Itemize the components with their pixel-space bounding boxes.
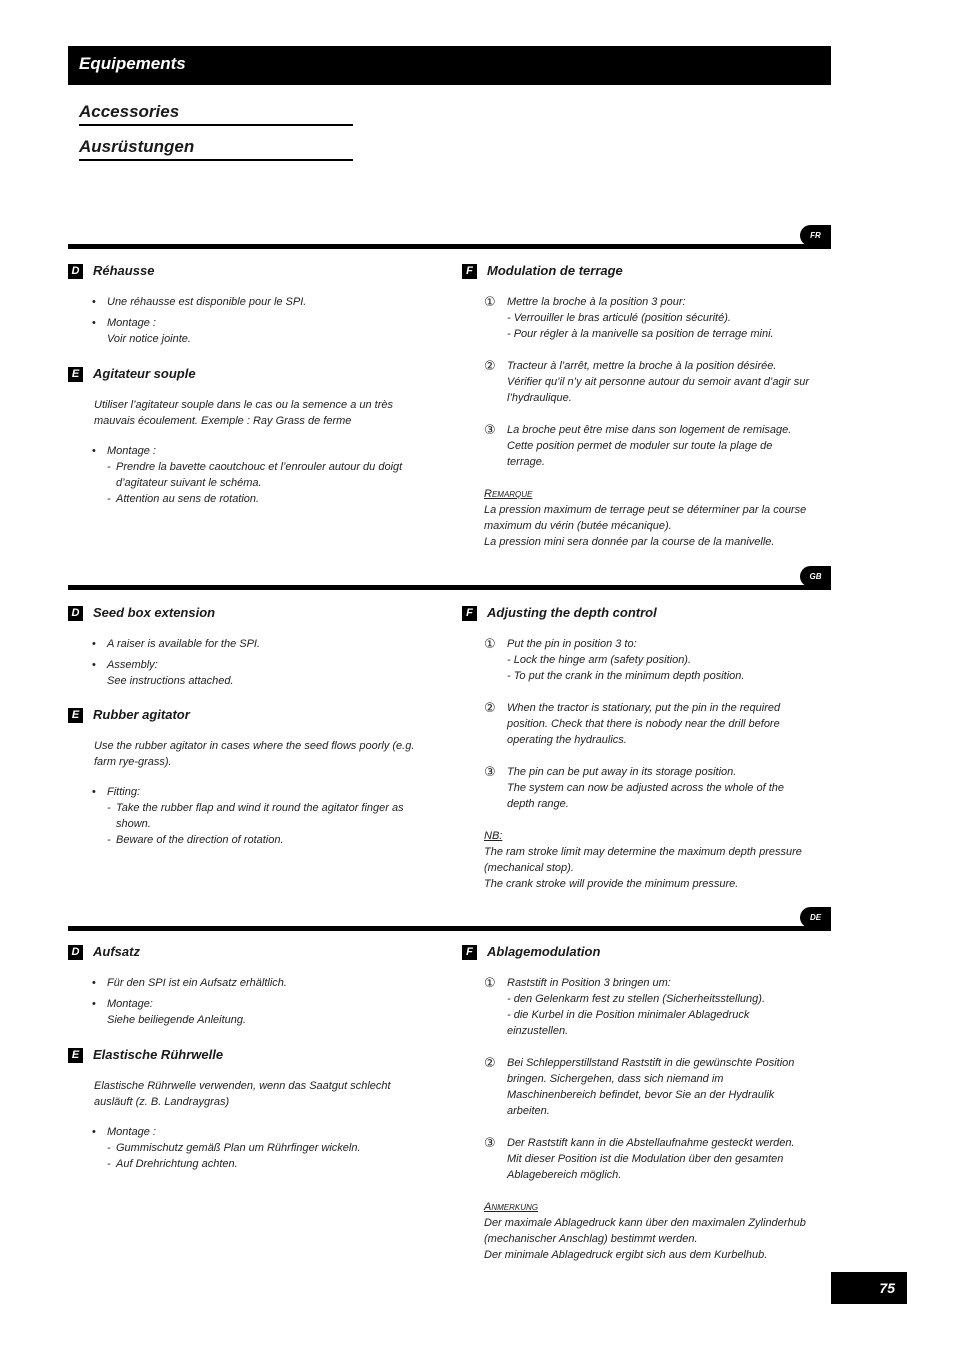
list-item: • Für den SPI ist ein Aufsatz erhältlich. — [92, 975, 418, 991]
remark-line: La pression maximum de terrage peut se déterminer par la course maximum du vérin (butée mécanique). — [484, 504, 807, 532]
list-item: - Auf Drehrichtung achten. — [107, 1156, 418, 1172]
block-e-title: Elastische Rührwelle — [93, 1047, 224, 1062]
remark-line: The ram stroke limit may determine the maximum depth pressure (mechanical stop). — [484, 846, 802, 874]
step-text: Der Raststift kann in die Abstellaufnahme gesteckt werden. — [507, 1137, 795, 1149]
block-e-dashes — [107, 459, 418, 507]
block-e-bullets — [92, 1124, 418, 1140]
step-subline: - den Gelenkarm fest zu stellen (Sicherheitsstellung). — [507, 993, 766, 1005]
step-item — [484, 294, 812, 342]
remark-line: Der minimale Ablagedruck ergibt sich aus dem Kurbelhub. — [484, 1249, 768, 1261]
step-subline: - To put the crank in the minimum depth position. — [507, 670, 745, 682]
letter-f-box: F — [462, 606, 477, 621]
letter-f-box: F — [462, 945, 477, 960]
page-number: 75 — [831, 1272, 907, 1304]
block-d-title: Réhausse — [93, 263, 155, 278]
block-d-bullets — [92, 294, 418, 347]
step-item — [484, 764, 812, 812]
step-text: La broche peut être mise dans son logement de remisage. — [507, 424, 792, 436]
step-number: ② — [484, 358, 496, 373]
block-e-paragraph: Elastische Rührwelle verwenden, wenn das Saatgut schlecht ausläuft (z. B. Landraygras) — [94, 1080, 391, 1108]
block-e — [68, 1046, 418, 1172]
letter-d-box: D — [68, 264, 83, 279]
page-header — [68, 46, 831, 85]
remark-line: La pression mini sera donnée par la course de la manivelle. — [484, 536, 775, 548]
block-d-bullets — [92, 636, 418, 689]
step-item — [484, 1135, 812, 1183]
step-number: ① — [484, 294, 496, 309]
step-item — [484, 1055, 812, 1119]
block-f-title: Ablagemodulation — [487, 944, 601, 959]
block-e-paragraph: Use the rubber agitator in cases where the seed flows poorly (e.g. farm rye-grass). — [94, 740, 415, 768]
section-rule — [68, 244, 831, 249]
block-d-title: Aufsatz — [93, 944, 140, 959]
step-subline: - Pour régler à la manivelle sa position de terrage mini. — [507, 328, 774, 340]
section-rule — [68, 926, 831, 931]
remark-block — [484, 486, 812, 550]
remark-label: Remarque — [484, 488, 533, 500]
letter-e-box: E — [68, 708, 83, 723]
language-badge: DE — [800, 907, 831, 928]
step-number: ② — [484, 1055, 496, 1070]
block-e — [68, 706, 418, 848]
block-e-bullets — [92, 784, 418, 800]
block-f-title: Modulation de terrage — [487, 263, 623, 278]
list-item: • Fitting: — [92, 784, 418, 800]
step-number: ① — [484, 636, 496, 651]
block-e-dashes — [107, 800, 418, 848]
block-f-steps — [484, 636, 812, 812]
block-e-title: Rubber agitator — [93, 707, 190, 722]
step-subline: - die Kurbel in die Position minimaler Ablagedruck einzustellen. — [507, 1009, 750, 1037]
block-f — [462, 943, 812, 1263]
list-item: • Montage: Siehe beiliegende Anleitung. — [92, 996, 418, 1028]
block-f — [462, 604, 812, 892]
step-number: ② — [484, 700, 496, 715]
block-e-paragraph: Utiliser l’agitateur souple dans le cas ou la semence a un très mauvais écoulement. Exemple : Ray Grass de ferme — [94, 399, 393, 427]
list-item: • Assembly: See instructions attached. — [92, 657, 418, 689]
step-text: Put the pin in position 3 to: — [507, 638, 637, 650]
continuation-text: See instructions attached. — [107, 675, 234, 687]
step-text: When the tractor is stationary, put the pin in the required position. Check that there is nobody near the drill before operating the hydraulics. — [507, 702, 781, 746]
subtitle-ausruestungen: Ausrüstungen — [79, 136, 353, 161]
list-item: • A raiser is available for the SPI. — [92, 636, 418, 652]
list-item: • Montage : Voir notice jointe. — [92, 315, 418, 347]
list-item: • Montage : — [92, 443, 418, 459]
section-rule — [68, 585, 831, 590]
block-d — [68, 262, 418, 352]
remark-label: Anmerkung — [484, 1201, 539, 1213]
block-f-title: Adjusting the depth control — [487, 605, 657, 620]
step-text: Mettre la broche à la position 3 pour: — [507, 296, 686, 308]
block-e-title: Agitateur souple — [93, 366, 196, 381]
block-d-bullets — [92, 975, 418, 1028]
block-d — [68, 943, 418, 1033]
step-item — [484, 975, 812, 1039]
step-text: The pin can be put away in its storage position. — [507, 766, 737, 778]
step-number: ③ — [484, 422, 496, 437]
language-badge: GB — [800, 566, 831, 587]
remark-label: NB: — [484, 830, 503, 842]
block-e — [68, 365, 418, 507]
letter-f-box: F — [462, 264, 477, 279]
block-e-dashes — [107, 1140, 418, 1172]
letter-e-box: E — [68, 1048, 83, 1063]
list-item: • Montage : — [92, 1124, 418, 1140]
block-d-title: Seed box extension — [93, 605, 216, 620]
step-subline: Cette position permet de moduler sur toute la plage de terrage. — [507, 440, 773, 468]
page-title: Equipements — [79, 54, 186, 73]
block-f — [462, 262, 812, 550]
block-d — [68, 604, 418, 694]
list-item: - Attention au sens de rotation. — [107, 491, 418, 507]
list-item: • Une réhausse est disponible pour le SPI. — [92, 294, 418, 310]
list-item: - Prendre la bavette caoutchouc et l’enrouler autour du doigt d’agitateur suivant le schéma. — [107, 459, 418, 491]
remark-block — [484, 828, 812, 892]
step-number: ① — [484, 975, 496, 990]
step-item — [484, 358, 812, 406]
step-subline: - Lock the hinge arm (safety position). — [507, 654, 692, 666]
step-item — [484, 636, 812, 684]
remark-line: Der maximale Ablagedruck kann über den maximalen Zylinderhub (mechanischer Anschlag) bestimmt werden. — [484, 1217, 806, 1245]
list-item: - Take the rubber flap and wind it round the agitator finger as shown. — [107, 800, 418, 832]
step-number: ③ — [484, 764, 496, 779]
step-text: Raststift in Position 3 bringen um: — [507, 977, 671, 989]
letter-e-box: E — [68, 367, 83, 382]
letter-d-box: D — [68, 606, 83, 621]
step-subline: The system can now be adjusted across the whole of the depth range. — [507, 782, 784, 810]
list-item: - Gummischutz gemäß Plan um Rührfinger wickeln. — [107, 1140, 418, 1156]
step-subline: - Verrouiller le bras articulé (position sécurité). — [507, 312, 731, 324]
subtitle-accessories: Accessories — [79, 101, 353, 126]
remark-line: The crank stroke will provide the minimum pressure. — [484, 878, 739, 890]
letter-d-box: D — [68, 945, 83, 960]
step-text: Tracteur à l’arrêt, mettre la broche à la position désirée. Vérifier qu’il n’y ait personne autour du semoir avant d’agir sur l’hydraulique. — [507, 360, 810, 404]
block-f-steps — [484, 294, 812, 470]
block-e-bullets — [92, 443, 418, 459]
remark-block — [484, 1199, 812, 1263]
step-number: ③ — [484, 1135, 496, 1150]
list-item: - Beware of the direction of rotation. — [107, 832, 418, 848]
continuation-text: Siehe beiliegende Anleitung. — [107, 1014, 247, 1026]
block-f-steps — [484, 975, 812, 1183]
continuation-text: Voir notice jointe. — [107, 333, 191, 345]
step-item — [484, 700, 812, 748]
step-item — [484, 422, 812, 470]
language-badge: FR — [800, 225, 831, 246]
step-subline: Mit dieser Position ist die Modulation über den gesamten Ablagebereich möglich. — [507, 1153, 784, 1181]
step-text: Bei Schlepperstillstand Raststift in die gewünschte Position bringen. Sichergehen, dass sich niemand im Maschinenbereich befindet, bevor Sie an der Hydraulik arbeiten. — [507, 1057, 795, 1117]
